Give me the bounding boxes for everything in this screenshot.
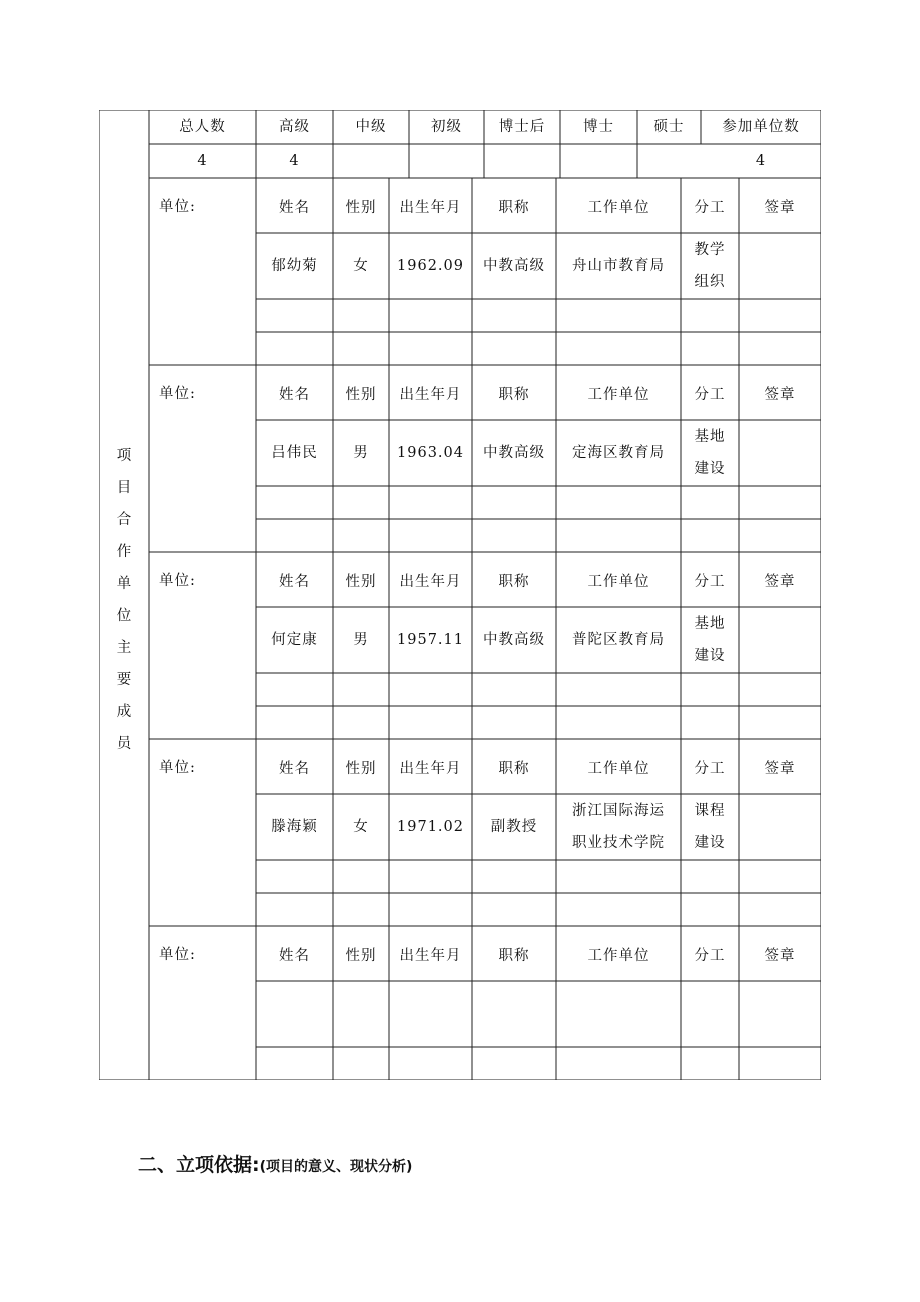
member-header-2-0: 姓名 xyxy=(279,574,310,590)
member-header-4-3: 职称 xyxy=(498,948,530,964)
member-header-2-6: 签章 xyxy=(764,574,796,590)
member-header-2-2: 出生年月 xyxy=(399,574,462,590)
summary-header-7: 参加单位数 xyxy=(722,119,800,135)
member-title-3: 副教授 xyxy=(490,819,538,835)
summary-value-7: 4 xyxy=(755,153,767,169)
member-duty-3-0: 课程 xyxy=(694,803,726,819)
summary-value-0: 4 xyxy=(197,153,208,169)
member-gender-2: 男 xyxy=(353,632,369,648)
summary-header-1: 高级 xyxy=(279,119,310,135)
member-name-2: 何定康 xyxy=(271,632,318,648)
member-header-1-5: 分工 xyxy=(694,387,726,403)
summary-header-0: 总人数 xyxy=(179,119,226,135)
member-title-1: 中教高级 xyxy=(483,445,545,461)
member-workplace-3-1: 职业技术学院 xyxy=(572,835,665,851)
side-label: 项目合作单位主要成员 xyxy=(116,448,132,752)
member-duty-1-1: 建设 xyxy=(694,461,726,477)
member-workplace-2: 普陀区教育局 xyxy=(572,632,665,648)
summary-header-5: 博士 xyxy=(583,119,614,135)
member-header-1-1: 性别 xyxy=(345,387,377,403)
member-header-2-5: 分工 xyxy=(694,574,726,590)
member-header-4-5: 分工 xyxy=(694,948,726,964)
member-birth-3: 1971.02 xyxy=(397,819,464,835)
summary-header-3: 初级 xyxy=(431,119,462,135)
member-birth-1: 1963.04 xyxy=(397,445,464,461)
member-birth-0: 1962.09 xyxy=(397,258,464,274)
member-duty-2-0: 基地 xyxy=(694,616,726,632)
member-workplace-3-0: 浙江国际海运 xyxy=(572,803,665,819)
summary-value-1: 4 xyxy=(289,153,300,169)
member-header-4-1: 性别 xyxy=(345,948,377,964)
member-header-0-3: 职称 xyxy=(498,200,530,216)
summary-header-6: 硕士 xyxy=(653,119,685,135)
member-duty-3-1: 建设 xyxy=(694,835,726,851)
section-title: 二、立项依据: xyxy=(138,1154,260,1176)
member-header-3-2: 出生年月 xyxy=(399,761,462,777)
member-header-1-2: 出生年月 xyxy=(399,387,462,403)
member-header-3-6: 签章 xyxy=(764,761,796,777)
member-header-2-4: 工作单位 xyxy=(587,574,650,590)
member-title-0: 中教高级 xyxy=(483,258,545,274)
member-header-4-2: 出生年月 xyxy=(399,948,462,964)
summary-header-4: 博士后 xyxy=(498,119,546,135)
summary-header-2: 中级 xyxy=(355,119,387,135)
member-gender-1: 男 xyxy=(353,445,369,461)
member-workplace-1: 定海区教育局 xyxy=(572,445,665,461)
member-header-3-0: 姓名 xyxy=(279,761,310,777)
member-header-0-4: 工作单位 xyxy=(587,200,650,216)
cooperation-members-table xyxy=(99,110,821,1080)
member-header-0-2: 出生年月 xyxy=(399,200,462,216)
member-header-4-6: 签章 xyxy=(764,948,796,964)
member-header-2-1: 性别 xyxy=(345,574,377,590)
member-gender-0: 女 xyxy=(353,258,369,274)
member-header-3-4: 工作单位 xyxy=(587,761,650,777)
unit-label-0: 单位: xyxy=(159,199,196,215)
member-duty-0-1: 组织 xyxy=(694,274,726,290)
section-heading xyxy=(138,1150,412,1177)
unit-label-1: 单位: xyxy=(159,386,196,402)
member-title-2: 中教高级 xyxy=(483,632,545,648)
member-header-2-3: 职称 xyxy=(498,574,530,590)
member-header-3-1: 性别 xyxy=(345,761,377,777)
unit-label-2: 单位: xyxy=(159,573,196,589)
member-header-3-3: 职称 xyxy=(498,761,530,777)
member-duty-2-1: 建设 xyxy=(694,648,726,664)
member-name-1: 吕伟民 xyxy=(271,445,318,461)
member-name-3: 滕海颖 xyxy=(271,819,318,835)
member-header-3-5: 分工 xyxy=(694,761,726,777)
member-header-0-0: 姓名 xyxy=(279,200,310,216)
member-duty-1-0: 基地 xyxy=(694,429,726,445)
member-header-1-4: 工作单位 xyxy=(587,387,650,403)
member-header-0-6: 签章 xyxy=(764,200,796,216)
member-workplace-0: 舟山市教育局 xyxy=(572,258,665,274)
member-header-0-1: 性别 xyxy=(345,200,377,216)
unit-label-3: 单位: xyxy=(159,760,196,776)
section-note: (项目的意义、现状分析) xyxy=(259,1159,413,1175)
member-birth-2: 1957.11 xyxy=(397,632,464,648)
member-duty-0-0: 教学 xyxy=(694,242,726,258)
member-header-4-4: 工作单位 xyxy=(587,948,650,964)
member-header-1-6: 签章 xyxy=(764,387,796,403)
member-gender-3: 女 xyxy=(353,819,369,835)
member-name-0: 郁幼菊 xyxy=(271,258,318,274)
member-header-4-0: 姓名 xyxy=(279,948,310,964)
member-header-0-5: 分工 xyxy=(694,200,726,216)
member-header-1-3: 职称 xyxy=(498,387,530,403)
unit-label-4: 单位: xyxy=(159,947,196,963)
member-header-1-0: 姓名 xyxy=(279,387,310,403)
